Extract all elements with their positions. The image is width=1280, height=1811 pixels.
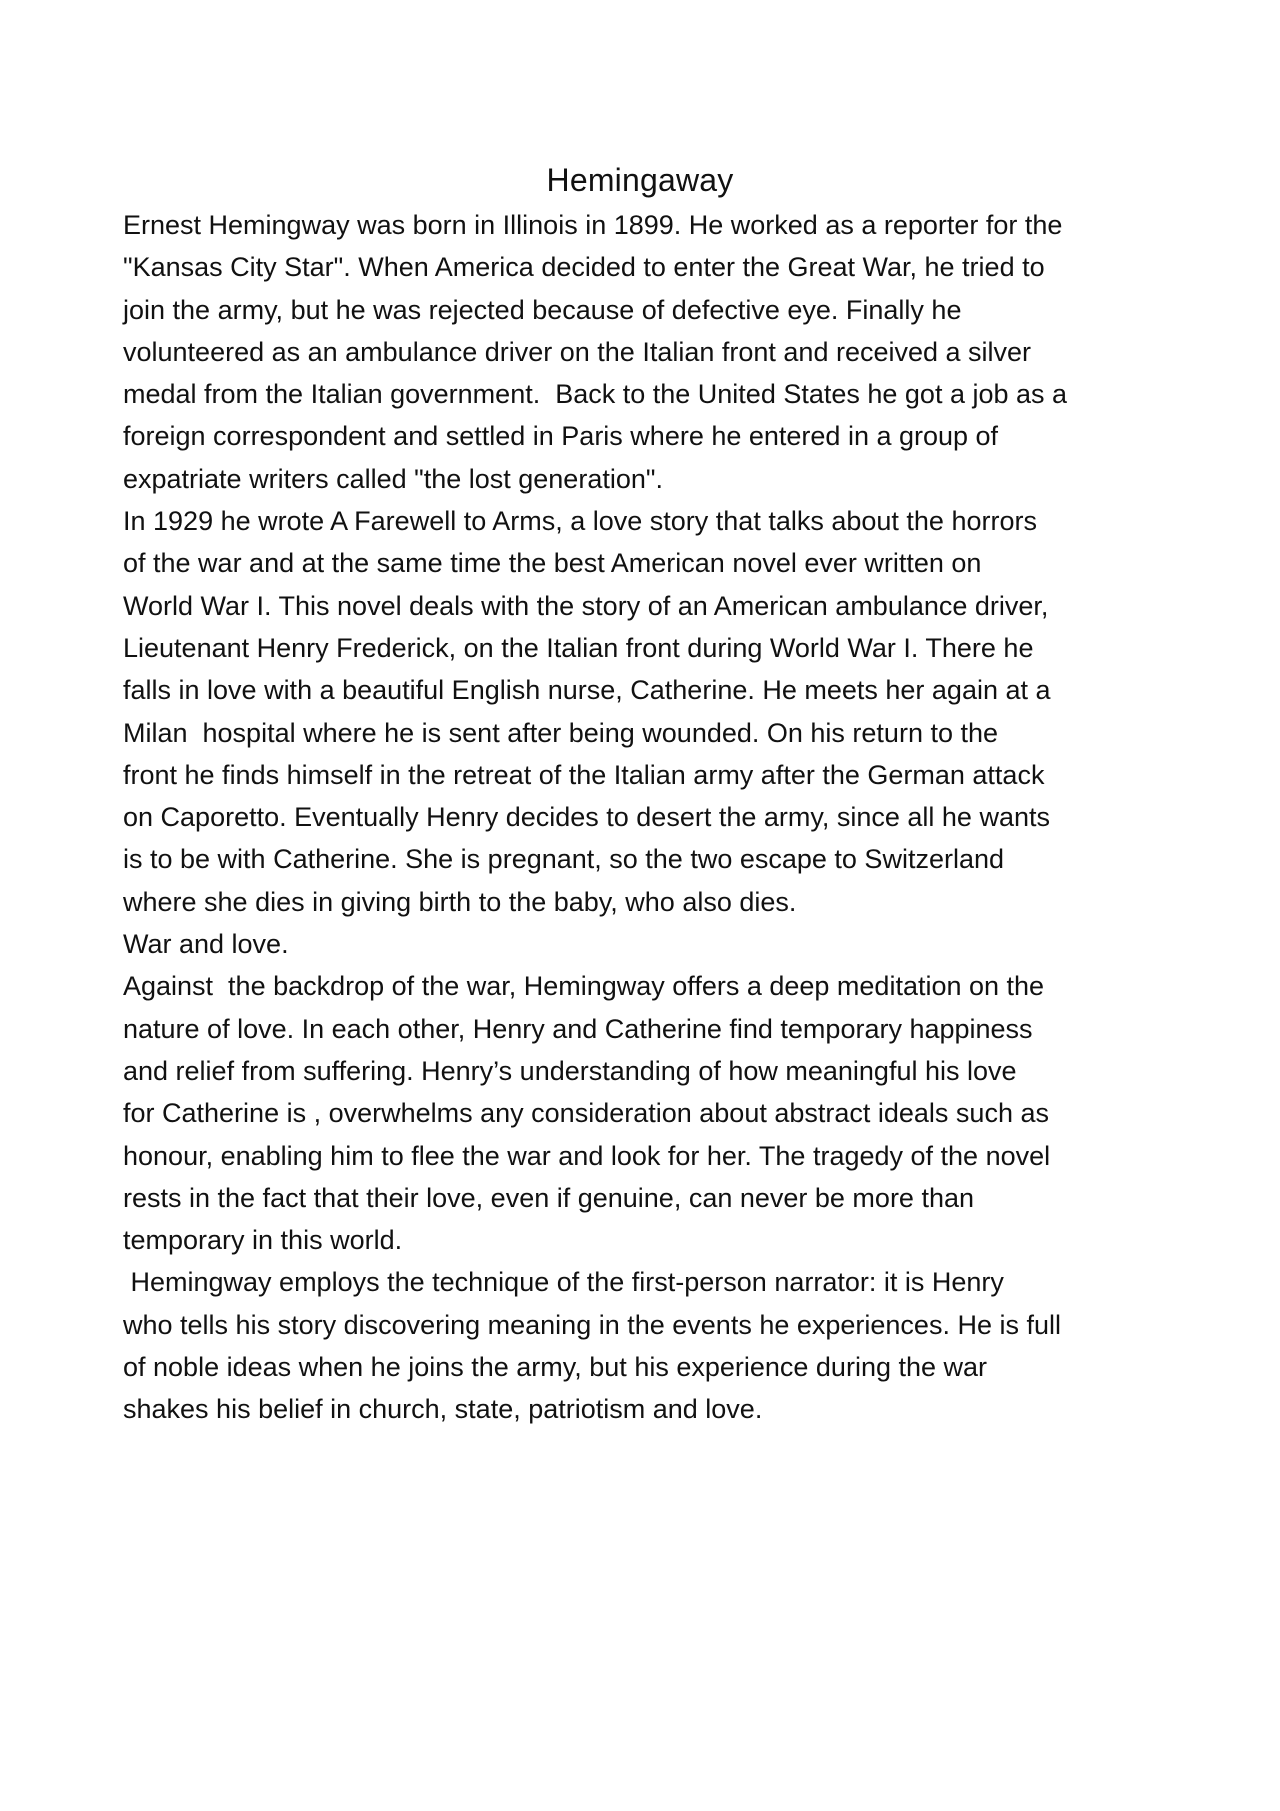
text-line: nature of love. In each other, Henry and Catherine find temporary happiness	[123, 1013, 1033, 1044]
text-line: Hemingway employs the technique of the first-person narrator: it is Henry	[123, 1267, 1004, 1298]
text-line: Milan hospital where he is sent after being wounded. On his return to the	[123, 717, 999, 748]
text-line: on Caporetto. Eventually Henry decides to desert the army, since all he wants	[123, 802, 1050, 833]
text-line: In 1929 he wrote A Farewell to Arms, a love story that talks about the horrors	[123, 506, 1037, 537]
document-title: Hemingaway	[546, 162, 734, 198]
document-body	[123, 204, 1183, 1431]
text-line: expatriate writers called "the lost generation".	[123, 463, 663, 494]
text-line: World War I. This novel deals with the story of an American ambulance driver,	[123, 590, 1049, 621]
text-line: shakes his belief in church, state, patriotism and love.	[123, 1394, 763, 1425]
text-line: for Catherine is , overwhelms any consideration about abstract ideals such as	[123, 1098, 1049, 1129]
text-line: of the war and at the same time the best American novel ever written on	[123, 548, 982, 579]
text-line: volunteered as an ambulance driver on the Italian front and received a silver	[123, 336, 1032, 367]
text-line: Ernest Hemingway was born in Illinois in 1899. He worked as a reporter for the	[123, 210, 1063, 240]
text-line: where she dies in giving birth to the baby, who also dies.	[123, 886, 797, 917]
text-line: temporary in this world.	[123, 1225, 403, 1256]
text-line: falls in love with a beautiful English nurse, Catherine. He meets her again at a	[123, 675, 1051, 706]
text-line: honour, enabling him to flee the war and look for her. The tragedy of the novel	[123, 1140, 1051, 1171]
text-line: medal from the Italian government. Back to the United States he got a job as a	[123, 379, 1068, 410]
text-line: foreign correspondent and settled in Paris where he entered in a group of	[123, 421, 999, 452]
text-line: "Kansas City Star". When America decided to enter the Great War, he tried to	[123, 252, 1045, 283]
text-line: rests in the fact that their love, even if genuine, can never be more than	[123, 1182, 975, 1213]
section-heading: War and love.	[123, 929, 289, 960]
text-line: Lieutenant Henry Frederick, on the Italian front during World War I. There he	[123, 632, 1034, 663]
text-line: and relief from suffering. Henry’s understanding of how meaningful his love	[123, 1055, 1017, 1086]
text-line: front he finds himself in the retreat of the Italian army after the German attack	[123, 759, 1045, 790]
text-line: who tells his story discovering meaning in the events he experiences. He is full	[123, 1309, 1061, 1340]
text-line: Against the backdrop of the war, Hemingway offers a deep meditation on the	[123, 971, 1045, 1002]
text-line: is to be with Catherine. She is pregnant, so the two escape to Switzerland	[123, 844, 1004, 875]
text-line: of noble ideas when he joins the army, but his experience during the war	[123, 1352, 988, 1383]
text-line: join the army, but he was rejected because of defective eye. Finally he	[123, 294, 962, 325]
